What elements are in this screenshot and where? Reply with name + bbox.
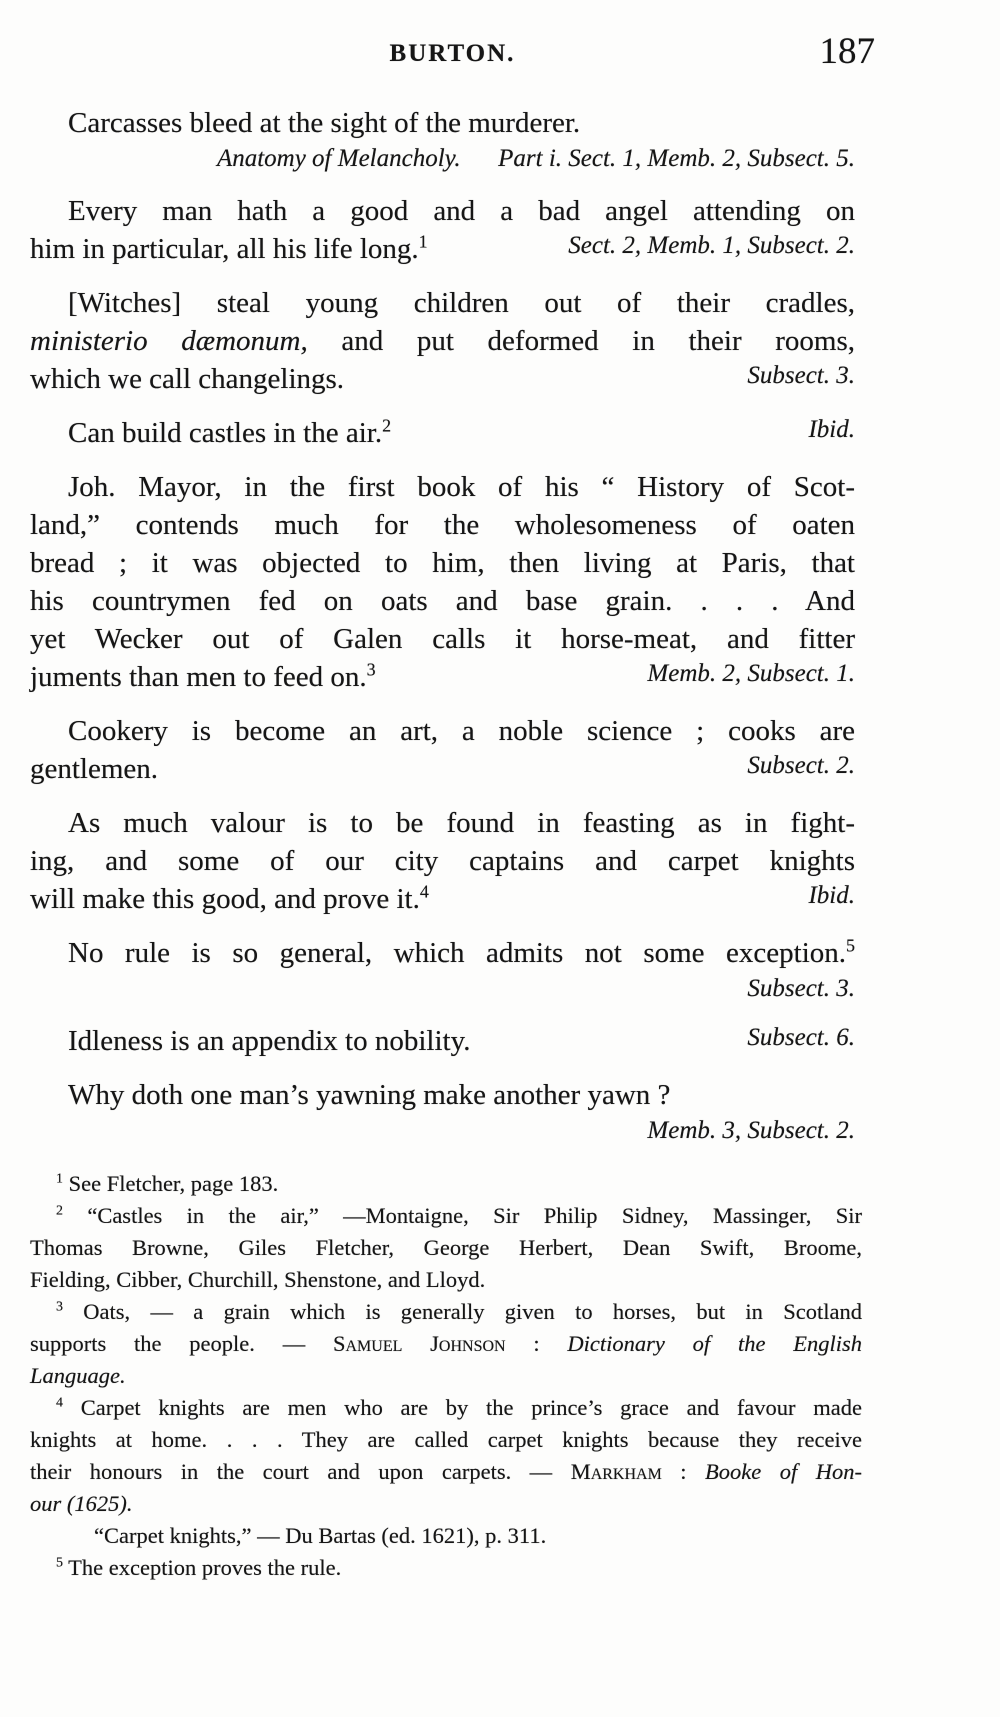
footnote bbox=[30, 1168, 862, 1200]
footnote bbox=[30, 1552, 862, 1584]
footnote-line: our (1625). bbox=[30, 1491, 133, 1516]
footnote bbox=[30, 1296, 862, 1392]
quote-line: Why doth one man’s yawning make another yawn ? bbox=[68, 1079, 671, 1111]
quote bbox=[30, 104, 855, 176]
quote bbox=[30, 712, 855, 788]
quote-line: gentlemen. Subsect. 2. bbox=[30, 750, 855, 788]
footnote-line: $^5$ The exception proves the rule. bbox=[56, 1555, 342, 1580]
quote bbox=[30, 804, 855, 918]
footnote-line: their honours in the court and upon carpets. — Markham : Booke of Hon- bbox=[30, 1459, 862, 1484]
quote-line: Can build castles in the air.$^2$ Ibid. bbox=[30, 414, 855, 452]
page-content bbox=[30, 30, 875, 1584]
page-number: 187 bbox=[819, 31, 875, 72]
quote-line: Idleness is an appendix to nobility. Subsect. 6. bbox=[30, 1022, 855, 1060]
quote-attribution: Subsect. 2. bbox=[747, 752, 855, 779]
quote-line: which we call changelings. Subsect. 3. bbox=[30, 360, 855, 398]
small-caps-name: Samuel Johnson bbox=[332, 1331, 506, 1356]
page-header bbox=[30, 30, 875, 78]
quote-attribution: Subsect. 6. bbox=[747, 1024, 855, 1051]
quote-line: No rule is so general, which admits not some exception.$^5$ bbox=[68, 935, 855, 969]
quote bbox=[30, 468, 855, 696]
footnote-line: “Carpet knights,” — Du Bartas (ed. 1621), p. 311. bbox=[94, 1523, 547, 1548]
footnote-line: knights at home. . . . They are called carpet knights because they receive bbox=[30, 1427, 862, 1452]
footnote-marker: 2 bbox=[56, 1203, 63, 1219]
quote-attribution: Subsect. 3. bbox=[747, 975, 855, 1002]
quote-line: ministerio dæmonum, and put deformed in their rooms, bbox=[30, 325, 856, 357]
footnote-line: $^4$ Carpet knights are men who are by the prince’s grace and favour made bbox=[56, 1395, 862, 1420]
quote bbox=[30, 284, 855, 398]
quote-line: juments than men to feed on.$^3$ Memb. 2, Subsect. 1. bbox=[30, 658, 855, 696]
footnote bbox=[30, 1200, 862, 1296]
running-title: BURTON. bbox=[389, 40, 516, 67]
quote-line: ing, and some of our city captains and carpet knights bbox=[30, 845, 855, 877]
footnote-marker: 4 bbox=[56, 1395, 63, 1411]
footnote-marker: 2 bbox=[382, 415, 392, 436]
footnote-marker: 3 bbox=[56, 1299, 63, 1315]
footnote-line: $^3$ Oats, — a grain which is generally given to horses, but in Scotland bbox=[56, 1299, 862, 1324]
quote-attribution: Ibid. bbox=[808, 882, 855, 909]
quote-line: will make this good, and prove it.$^4$ Ibid. bbox=[30, 880, 855, 918]
quote bbox=[30, 192, 855, 268]
footnote-line: supports the people. — Samuel Johnson : Dictionary of the English bbox=[30, 1331, 862, 1356]
footnote-line: Fielding, Cibber, Churchill, Shenstone, and Lloyd. bbox=[30, 1267, 486, 1292]
footnote-line: $^2$ “Castles in the air,” —Montaigne, Sir Philip Sidney, Massinger, Sir bbox=[56, 1203, 862, 1228]
footnote-marker: 3 bbox=[366, 659, 376, 680]
footnote-marker: 4 bbox=[419, 881, 429, 902]
quote-line: land,” contends much for the wholesomeness of oaten bbox=[30, 509, 855, 541]
footnotes-section bbox=[30, 1168, 862, 1584]
quote bbox=[30, 414, 855, 452]
quote-attribution: Ibid. bbox=[808, 416, 855, 443]
quote-line: bread ; it was objected to him, then living at Paris, that bbox=[30, 547, 855, 579]
quotes-section bbox=[30, 104, 855, 1148]
quote-line: As much valour is to be found in feasting as in fight- bbox=[68, 807, 855, 839]
footnote-marker: 1 bbox=[56, 1171, 63, 1187]
quote bbox=[30, 934, 855, 1006]
quote-line: Every man hath a good and a bad angel attending on bbox=[68, 195, 855, 227]
footnote-marker: 1 bbox=[418, 231, 428, 252]
footnote-line: Thomas Browne, Giles Fletcher, George Herbert, Dean Swift, Broome, bbox=[30, 1235, 862, 1260]
quote bbox=[30, 1022, 855, 1060]
quote-line: [Witches] steal young children out of their cradles, bbox=[68, 287, 855, 319]
footnote bbox=[30, 1520, 862, 1552]
footnote bbox=[30, 1392, 862, 1520]
quote-attribution: Subsect. 3. bbox=[747, 362, 855, 389]
quote-attribution: Anatomy of Melancholy. Part i. Sect. 1, Memb. 2, Subsect. 5. bbox=[216, 145, 855, 172]
quote-line: yet Wecker out of Galen calls it horse-meat, and fitter bbox=[30, 623, 855, 655]
quote-line: Joh. Mayor, in the first book of his “ History of Scot- bbox=[68, 471, 855, 503]
quote-attribution: Sect. 2, Memb. 1, Subsect. 2. bbox=[568, 232, 855, 259]
quote-line: him in particular, all his life long.$^1$ Sect. 2, Memb. 1, Subsect. 2. bbox=[30, 230, 855, 268]
small-caps-name: Markham bbox=[570, 1459, 662, 1484]
quote-attribution: Memb. 2, Subsect. 1. bbox=[647, 660, 855, 687]
quote-line: Carcasses bleed at the sight of the murderer. bbox=[68, 107, 581, 139]
quote-line: Cookery is become an art, a noble science ; cooks are bbox=[68, 715, 855, 747]
footnote-marker: 5 bbox=[846, 935, 855, 956]
footnote-line: $^1$ See Fletcher, page 183. bbox=[56, 1171, 279, 1196]
footnote-marker: 5 bbox=[56, 1555, 63, 1571]
footnote-line: Language. bbox=[30, 1363, 126, 1388]
quote-attribution: Memb. 3, Subsect. 2. bbox=[647, 1117, 855, 1144]
quote bbox=[30, 1076, 855, 1148]
quote-line: his countrymen fed on oats and base grain. . . . And bbox=[30, 585, 855, 617]
